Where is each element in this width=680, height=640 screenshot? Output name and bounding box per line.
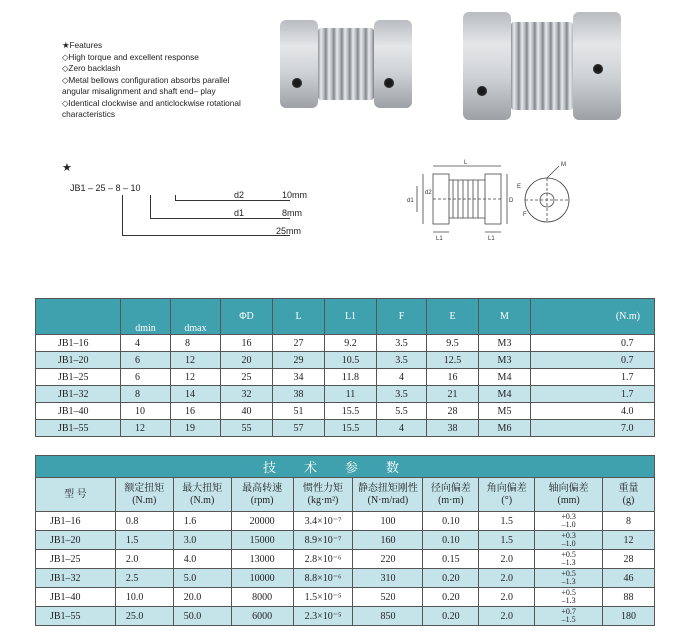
table-cell: 310 bbox=[353, 569, 423, 588]
dimensions-table bbox=[35, 298, 655, 437]
column-header bbox=[293, 478, 353, 512]
table-cell: 520 bbox=[353, 588, 423, 607]
table-row bbox=[36, 403, 655, 420]
tech-table-title: 技术参数 bbox=[36, 456, 655, 478]
table-row bbox=[36, 531, 655, 550]
table-row bbox=[36, 369, 655, 386]
table-cell: 13000 bbox=[231, 550, 293, 569]
table-cell: 15.5 bbox=[325, 420, 377, 437]
coupling-image-large bbox=[463, 12, 621, 120]
table-cell: 2.0 bbox=[115, 550, 173, 569]
table-cell bbox=[535, 588, 603, 607]
column-header-title: 角向偏差 bbox=[486, 482, 527, 494]
table-cell: 10.5 bbox=[325, 352, 377, 369]
table-cell: 51 bbox=[273, 403, 325, 420]
column-header-title: 静态扭矩刚性 bbox=[357, 482, 418, 494]
axial-tolerance-lower: –1.3 bbox=[561, 577, 576, 586]
table-cell: 2.0 bbox=[479, 569, 535, 588]
column-header-unit: (rpm) bbox=[250, 494, 274, 506]
table-cell: 40 bbox=[221, 403, 273, 420]
table-cell: 180 bbox=[603, 607, 655, 626]
column-header-title: 径向偏差 bbox=[430, 482, 471, 494]
table-cell: 12.5 bbox=[427, 352, 479, 369]
table-cell bbox=[535, 550, 603, 569]
order-code: JB1 – 25 – 8 – 10 bbox=[70, 183, 141, 193]
order-code-block bbox=[62, 162, 342, 245]
axial-tolerance-upper: +0.5 bbox=[561, 588, 576, 597]
table-cell: M4 bbox=[479, 386, 531, 403]
table-cell: 10 bbox=[121, 403, 171, 420]
column-header-title: 重量 bbox=[618, 482, 639, 494]
drawing-label: L1 bbox=[488, 236, 495, 242]
table-cell: 11 bbox=[325, 386, 377, 403]
table-cell bbox=[535, 607, 603, 626]
column-header-unit: (°) bbox=[501, 494, 513, 506]
column-header bbox=[479, 478, 535, 512]
table-cell: JB1–20 bbox=[36, 352, 121, 369]
table-cell: 3.5 bbox=[377, 352, 427, 369]
features-list bbox=[62, 40, 241, 121]
column-header-unit: (g) bbox=[622, 494, 635, 506]
table-cell: JB1–32 bbox=[36, 569, 116, 588]
order-d1-value: 8mm bbox=[282, 208, 302, 218]
table-cell: 1.7 bbox=[531, 386, 655, 403]
set-screw-hole-icon bbox=[292, 78, 302, 88]
column-header bbox=[535, 478, 603, 512]
axial-tolerance-lower: –1.3 bbox=[561, 596, 576, 605]
column-header bbox=[353, 478, 423, 512]
axial-tolerance-upper: +0.3 bbox=[561, 512, 576, 521]
table-cell: 2.0 bbox=[479, 607, 535, 626]
tech-params-table bbox=[35, 455, 655, 626]
table-cell: JB1–16 bbox=[36, 335, 121, 352]
coupling-hub-right bbox=[374, 20, 412, 108]
table-cell: 9.5 bbox=[427, 335, 479, 352]
table-cell: M6 bbox=[479, 420, 531, 437]
table-cell: JB1–55 bbox=[36, 420, 121, 437]
table-cell: 19 bbox=[171, 420, 221, 437]
table-row bbox=[36, 550, 655, 569]
table-cell: 6000 bbox=[231, 607, 293, 626]
table-cell: 88 bbox=[603, 588, 655, 607]
feature-item: characteristics bbox=[62, 109, 116, 119]
table-cell: 7.0 bbox=[531, 420, 655, 437]
axial-tolerance-lower: –1.3 bbox=[561, 558, 576, 567]
coupling-image-small bbox=[280, 20, 412, 108]
table-cell: 1.5 bbox=[479, 531, 535, 550]
table-cell: 1.5×10⁻⁵ bbox=[293, 588, 353, 607]
table-cell: 2.0 bbox=[479, 550, 535, 569]
table-cell: 25.0 bbox=[115, 607, 173, 626]
table-cell: 15.5 bbox=[325, 403, 377, 420]
table-cell: 14 bbox=[171, 386, 221, 403]
column-header bbox=[603, 478, 655, 512]
table-cell: 0.7 bbox=[531, 335, 655, 352]
table-cell: 0.10 bbox=[423, 531, 479, 550]
table-cell: M5 bbox=[479, 403, 531, 420]
table-cell: 8000 bbox=[231, 588, 293, 607]
column-header-title: 最高转速 bbox=[242, 482, 283, 494]
table-cell: 20 bbox=[221, 352, 273, 369]
drawing-label: L1 bbox=[436, 236, 443, 242]
column-header: E bbox=[427, 299, 479, 335]
column-header: F bbox=[377, 299, 427, 335]
axial-tolerance-lower: –1.0 bbox=[561, 539, 576, 548]
table-row bbox=[36, 512, 655, 531]
table-cell: 55 bbox=[221, 420, 273, 437]
column-header-title: 型 号 bbox=[64, 488, 87, 500]
table-cell bbox=[535, 569, 603, 588]
table-cell: 8 bbox=[603, 512, 655, 531]
coupling-hub-left bbox=[463, 12, 511, 120]
order-d1-label: d1 bbox=[234, 208, 245, 218]
axial-tolerance-upper: +0.5 bbox=[561, 569, 576, 578]
column-header: L1 bbox=[325, 299, 377, 335]
drawing-label: F bbox=[523, 212, 527, 218]
column-header-unit: (m·m) bbox=[438, 494, 464, 506]
drawing-label: D bbox=[509, 198, 514, 204]
table-cell: 4 bbox=[377, 420, 427, 437]
table-cell: 11.8 bbox=[325, 369, 377, 386]
column-header: dmax bbox=[171, 299, 221, 335]
table-row bbox=[36, 352, 655, 369]
table-cell: 8.9×10⁻⁷ bbox=[293, 531, 353, 550]
table-cell: 16 bbox=[221, 335, 273, 352]
technical-drawing bbox=[405, 158, 575, 243]
table-cell: 6 bbox=[121, 352, 171, 369]
table-cell: M3 bbox=[479, 335, 531, 352]
table-cell: 34 bbox=[273, 369, 325, 386]
table-cell: 27 bbox=[273, 335, 325, 352]
table-cell: 4.0 bbox=[531, 403, 655, 420]
table-cell: 38 bbox=[273, 386, 325, 403]
table-cell: 10000 bbox=[231, 569, 293, 588]
table-cell: 0.20 bbox=[423, 607, 479, 626]
table-cell: 12 bbox=[171, 352, 221, 369]
column-header bbox=[231, 478, 293, 512]
column-header-unit: (N.m) bbox=[132, 494, 157, 506]
table-cell: 0.7 bbox=[531, 352, 655, 369]
axial-tolerance-lower: –1.5 bbox=[561, 615, 576, 624]
table-cell: 32 bbox=[221, 386, 273, 403]
table-row bbox=[36, 588, 655, 607]
table-cell: 2.0 bbox=[479, 588, 535, 607]
table-cell: 10.0 bbox=[115, 588, 173, 607]
table-cell: 160 bbox=[353, 531, 423, 550]
table-cell: 1.5 bbox=[115, 531, 173, 550]
table-cell: 1.6 bbox=[173, 512, 231, 531]
table-cell: 220 bbox=[353, 550, 423, 569]
table-row bbox=[36, 386, 655, 403]
table-cell: 100 bbox=[353, 512, 423, 531]
table-cell: 1.7 bbox=[531, 369, 655, 386]
table-cell: JB1–55 bbox=[36, 607, 116, 626]
axial-tolerance-lower: –1.0 bbox=[561, 520, 576, 529]
table-row bbox=[36, 335, 655, 352]
table-cell: 12 bbox=[603, 531, 655, 550]
column-header bbox=[115, 478, 173, 512]
coupling-hub-left bbox=[280, 20, 318, 108]
table-cell: 0.15 bbox=[423, 550, 479, 569]
column-header-title: 最大扭矩 bbox=[182, 482, 223, 494]
column-header: M bbox=[479, 299, 531, 335]
table-cell: JB1–32 bbox=[36, 386, 121, 403]
axial-tolerance-upper: +0.7 bbox=[561, 607, 576, 616]
table-cell: 21 bbox=[427, 386, 479, 403]
table-cell: 5.0 bbox=[173, 569, 231, 588]
column-header-unit: (kg·m²) bbox=[307, 494, 339, 506]
drawing-label: L bbox=[464, 160, 468, 166]
table-cell: 2.8×10⁻⁶ bbox=[293, 550, 353, 569]
column-header-title: 额定扭矩 bbox=[124, 482, 165, 494]
column-header bbox=[173, 478, 231, 512]
table-cell: 16 bbox=[427, 369, 479, 386]
table-cell bbox=[535, 531, 603, 550]
table-cell: 15000 bbox=[231, 531, 293, 550]
table-cell: 12 bbox=[171, 369, 221, 386]
order-d2-label: d2 bbox=[234, 190, 245, 200]
coupling-bellows bbox=[511, 22, 573, 110]
coupling-bellows bbox=[318, 28, 374, 100]
axial-tolerance-upper: +0.5 bbox=[561, 550, 576, 559]
table-cell: 0.20 bbox=[423, 588, 479, 607]
table-cell: M3 bbox=[479, 352, 531, 369]
set-screw-hole-icon bbox=[477, 86, 487, 96]
column-header: dmin bbox=[121, 299, 171, 335]
table-cell: 4 bbox=[121, 335, 171, 352]
table-cell: 850 bbox=[353, 607, 423, 626]
table-row bbox=[36, 569, 655, 588]
table-cell: 57 bbox=[273, 420, 325, 437]
set-screw-hole-icon bbox=[384, 78, 394, 88]
feature-item: ◇Zero backlash bbox=[62, 63, 121, 73]
table-cell: 3.5 bbox=[377, 386, 427, 403]
table-cell: 25 bbox=[221, 369, 273, 386]
table-cell: JB1–40 bbox=[36, 403, 121, 420]
table-cell: 12 bbox=[121, 420, 171, 437]
features-title: ★Features bbox=[62, 40, 103, 50]
drawing-label: M bbox=[561, 162, 566, 168]
table-cell: 3.0 bbox=[173, 531, 231, 550]
table-cell: 20.0 bbox=[173, 588, 231, 607]
table-row bbox=[36, 607, 655, 626]
column-header: L bbox=[273, 299, 325, 335]
drawing-label: E bbox=[517, 184, 522, 190]
feature-item: ◇Identical clockwise and anticlockwise rotational bbox=[62, 97, 241, 108]
table-cell: 38 bbox=[427, 420, 479, 437]
table-cell: 9.2 bbox=[325, 335, 377, 352]
column-header-title: 惯性力矩 bbox=[303, 482, 344, 494]
table-cell: 2.3×10⁻⁵ bbox=[293, 607, 353, 626]
drawing-label: d2 bbox=[425, 190, 432, 196]
order-star: ★ bbox=[62, 162, 72, 174]
table-cell: 50.0 bbox=[173, 607, 231, 626]
table-row bbox=[36, 420, 655, 437]
table-cell: 5.5 bbox=[377, 403, 427, 420]
table-cell: 28 bbox=[427, 403, 479, 420]
table-cell: JB1–40 bbox=[36, 588, 116, 607]
column-header-title: 轴向偏差 bbox=[548, 482, 589, 494]
table-cell: 29 bbox=[273, 352, 325, 369]
table-cell: 20000 bbox=[231, 512, 293, 531]
order-size-value: 25mm bbox=[276, 226, 302, 236]
column-header bbox=[36, 478, 116, 512]
table-cell: 3.5 bbox=[377, 335, 427, 352]
set-screw-hole-icon bbox=[593, 64, 603, 74]
table-cell: 46 bbox=[603, 569, 655, 588]
table-cell: M4 bbox=[479, 369, 531, 386]
table-cell: 0.10 bbox=[423, 512, 479, 531]
table-cell: JB1–25 bbox=[36, 550, 116, 569]
column-header: ΦD bbox=[221, 299, 273, 335]
axial-tolerance-upper: +0.3 bbox=[561, 531, 576, 540]
column-header bbox=[423, 478, 479, 512]
feature-item: angular misalignment and shaft end– play bbox=[62, 86, 216, 96]
table-cell: 8 bbox=[121, 386, 171, 403]
column-header bbox=[36, 299, 121, 335]
column-header-unit: (N.m) bbox=[190, 494, 215, 506]
table-cell: 16 bbox=[171, 403, 221, 420]
table-cell: 28 bbox=[603, 550, 655, 569]
table-cell: JB1–25 bbox=[36, 369, 121, 386]
column-header-unit: (N·m/rad) bbox=[367, 494, 409, 506]
drawing-label: d1 bbox=[407, 198, 414, 204]
table-cell: 2.5 bbox=[115, 569, 173, 588]
table-cell: 8.8×10⁻⁶ bbox=[293, 569, 353, 588]
table-cell: 4.0 bbox=[173, 550, 231, 569]
table-cell: JB1–16 bbox=[36, 512, 116, 531]
feature-item: ◇Metal bellows configuration absorbs parallel bbox=[62, 74, 230, 85]
table-cell: 8 bbox=[171, 335, 221, 352]
table-cell: 0.20 bbox=[423, 569, 479, 588]
table-cell bbox=[535, 512, 603, 531]
table-cell: 6 bbox=[121, 369, 171, 386]
table-cell: 4 bbox=[377, 369, 427, 386]
feature-item: ◇High torque and excellent response bbox=[62, 51, 199, 62]
table-cell: 3.4×10⁻⁷ bbox=[293, 512, 353, 531]
table-cell: 0.8 bbox=[115, 512, 173, 531]
column-header: (N.m) bbox=[531, 299, 655, 335]
column-header-unit: (mm) bbox=[557, 494, 580, 506]
table-cell: JB1–20 bbox=[36, 531, 116, 550]
table-cell: 1.5 bbox=[479, 512, 535, 531]
order-d2-value: 10mm bbox=[282, 190, 308, 200]
